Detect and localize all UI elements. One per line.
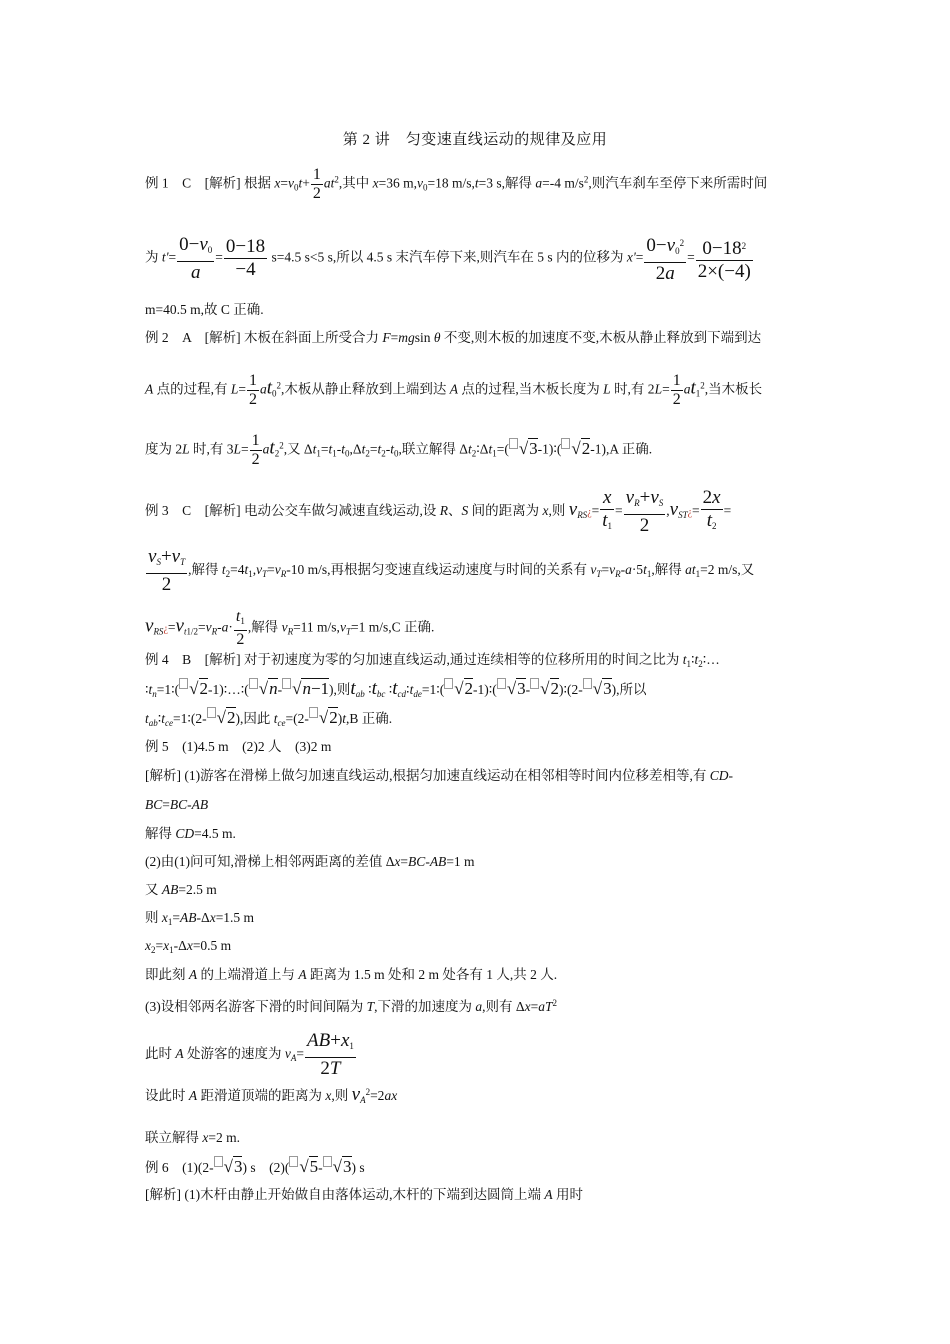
text-line: $∶t_n=1∶$( √2-1)∶…∶( √n- √n−1),则$t_{ab}$ $∶t_{bc}$ $∶t_{cd}∶t_{de}=1∶$( √2-1)∶( √3- √2)∶(2- √3),所以 xyxy=(145,678,647,699)
text-line: $v_{RS}¿=v_{t1/2}=v_R-a\cdot$ $\frac{t_1}{2}$ ,解得 $v_R=11$ $m/s,v_T=1$ m/s,C 正确. xyxy=(145,608,435,648)
text-line: $x_2=x_1-\Delta x=0.5$ m xyxy=(145,938,232,955)
text-line: 为 t'= $\frac{0-v_0}{a}$ = $\frac{0-18}{-4}$ s=4.5 s<5 s,所以 4.5 s 末汽车停下来,则汽车在 5 s 内的位移为 x'= $\frac{0-v_0^2}{2a}$ = $\frac{0-18^2}{2\times(-4)}$ xyxy=(145,233,751,284)
text-line: (2)由(1)问可知,滑梯上相邻两距离的差值 Δx=BC-AB=1 m xyxy=(145,854,475,869)
text-line: BC=BC-AB xyxy=(145,797,209,812)
text-line: A 点的过程,有 L= $\frac{1}{2}$ $at_0^2$,木板从静止释放到上端到达 A 点的过程,当木板长度为 L 时,有 2L= $\frac{1}{2}$ $at_1^2$,当木板长 xyxy=(145,372,763,408)
text-line: 例 4 B [解析] 对于初速度为零的匀加速直线运动,通过连续相等的位移所用的时间之比为 $t_1∶t_2∶\dots$ xyxy=(145,652,720,669)
text-line: m=40.5 m,故 C 正确. xyxy=(145,302,264,317)
text-line: $\frac{v_S+v_T}{2}$ ,解得 $t_2=4t_1,v_T=v_R-10$ m/s,再根据匀变速直线运动速度与时间的关系有 $v_T=v_R-a\cdot 5t_1$,解得 $at_1=2$ m/s,又 xyxy=(148,546,755,595)
text-line: 此时 A 处游客的速度为 $v_A=$ $\frac{AB+x_1}{2T}$ xyxy=(145,1030,354,1079)
text-line: [解析] (1)木杆由静止开始做自由落体运动,木杆的下端到达圆筒上端 A 用时 xyxy=(145,1187,583,1202)
page-title: 第 2 讲 匀变速直线运动的规律及应用 xyxy=(342,132,608,148)
text-line: [解析] (1)游客在滑梯上做匀加速直线运动,根据匀加速直线运动在相邻相等时间内位移差相等,有 CD- xyxy=(145,768,733,783)
text-line: 解得 CD=4.5 m. xyxy=(145,826,236,841)
text-line: 则 $x_1=AB-\Delta x=1.5$ m xyxy=(145,910,255,927)
text-line: 例 1 C [解析] 根据 $x=v_0t+$ $\frac{1}{2}$ $at^2$,其中 x=36 $m,v_0=18$ m/s,t=3 s,解得 a=-4 $m/s^2$,则汽车刹车至停下来所需时间 xyxy=(145,166,768,202)
text-line: 例 5 (1)4.5 m (2)2 人 (3)2 m xyxy=(145,739,332,754)
text-line: 例 2 A [解析] 木板在斜面上所受合力 F=mgsin θ 不变,则木板的加速度不变,木板从静止释放到下端到达 xyxy=(145,330,762,345)
text-line: 设此时 A 距滑道顶端的距离为 x,则 $v_A^2=2ax$ xyxy=(145,1084,398,1105)
text-line: 即此刻 A 的上端滑道上与 A 距离为 1.5 m 处和 2 m 处各有 1 人,共 2 人. xyxy=(145,967,558,982)
text-line: $t_{ab}∶t_{ce}=1∶(2-$ √2),因此 $t_{ce}=(2-$ √2)t,B 正确. xyxy=(145,708,393,728)
text-line: 例 3 C [解析] 电动公交车做匀减速直线运动,设 R、S 间的距离为 x,则 $v_{RS}¿=$ $\frac{x}{t_1}$ = $\frac{v_R+v_S}{2}$ $,v_{ST}¿=$ $\frac{2x}{t_2}$ = xyxy=(145,487,732,536)
text-line: (3)设相邻两名游客下滑的时间间隔为 T,下滑的加速度为 a,则有 $\Delta x=aT^2$ xyxy=(145,998,557,1014)
text-line: 联立解得 x=2 m. xyxy=(145,1130,240,1145)
text-line: 例 6 (1)(2- √3) s (2)( √5- √3) s xyxy=(145,1157,365,1176)
text-line: 又 AB=2.5 m xyxy=(145,882,217,897)
text-line: 度为 2L 时,有 3L= $\frac{1}{2}$ $at_2^2$,又 $\Delta t_1=t_1-t_0,\Delta t_2=t_2-t_0$,联立解得 $\Delta t_2∶\Delta t_1=$( √3-1)∶( √2-1),A 正确. xyxy=(145,432,653,468)
